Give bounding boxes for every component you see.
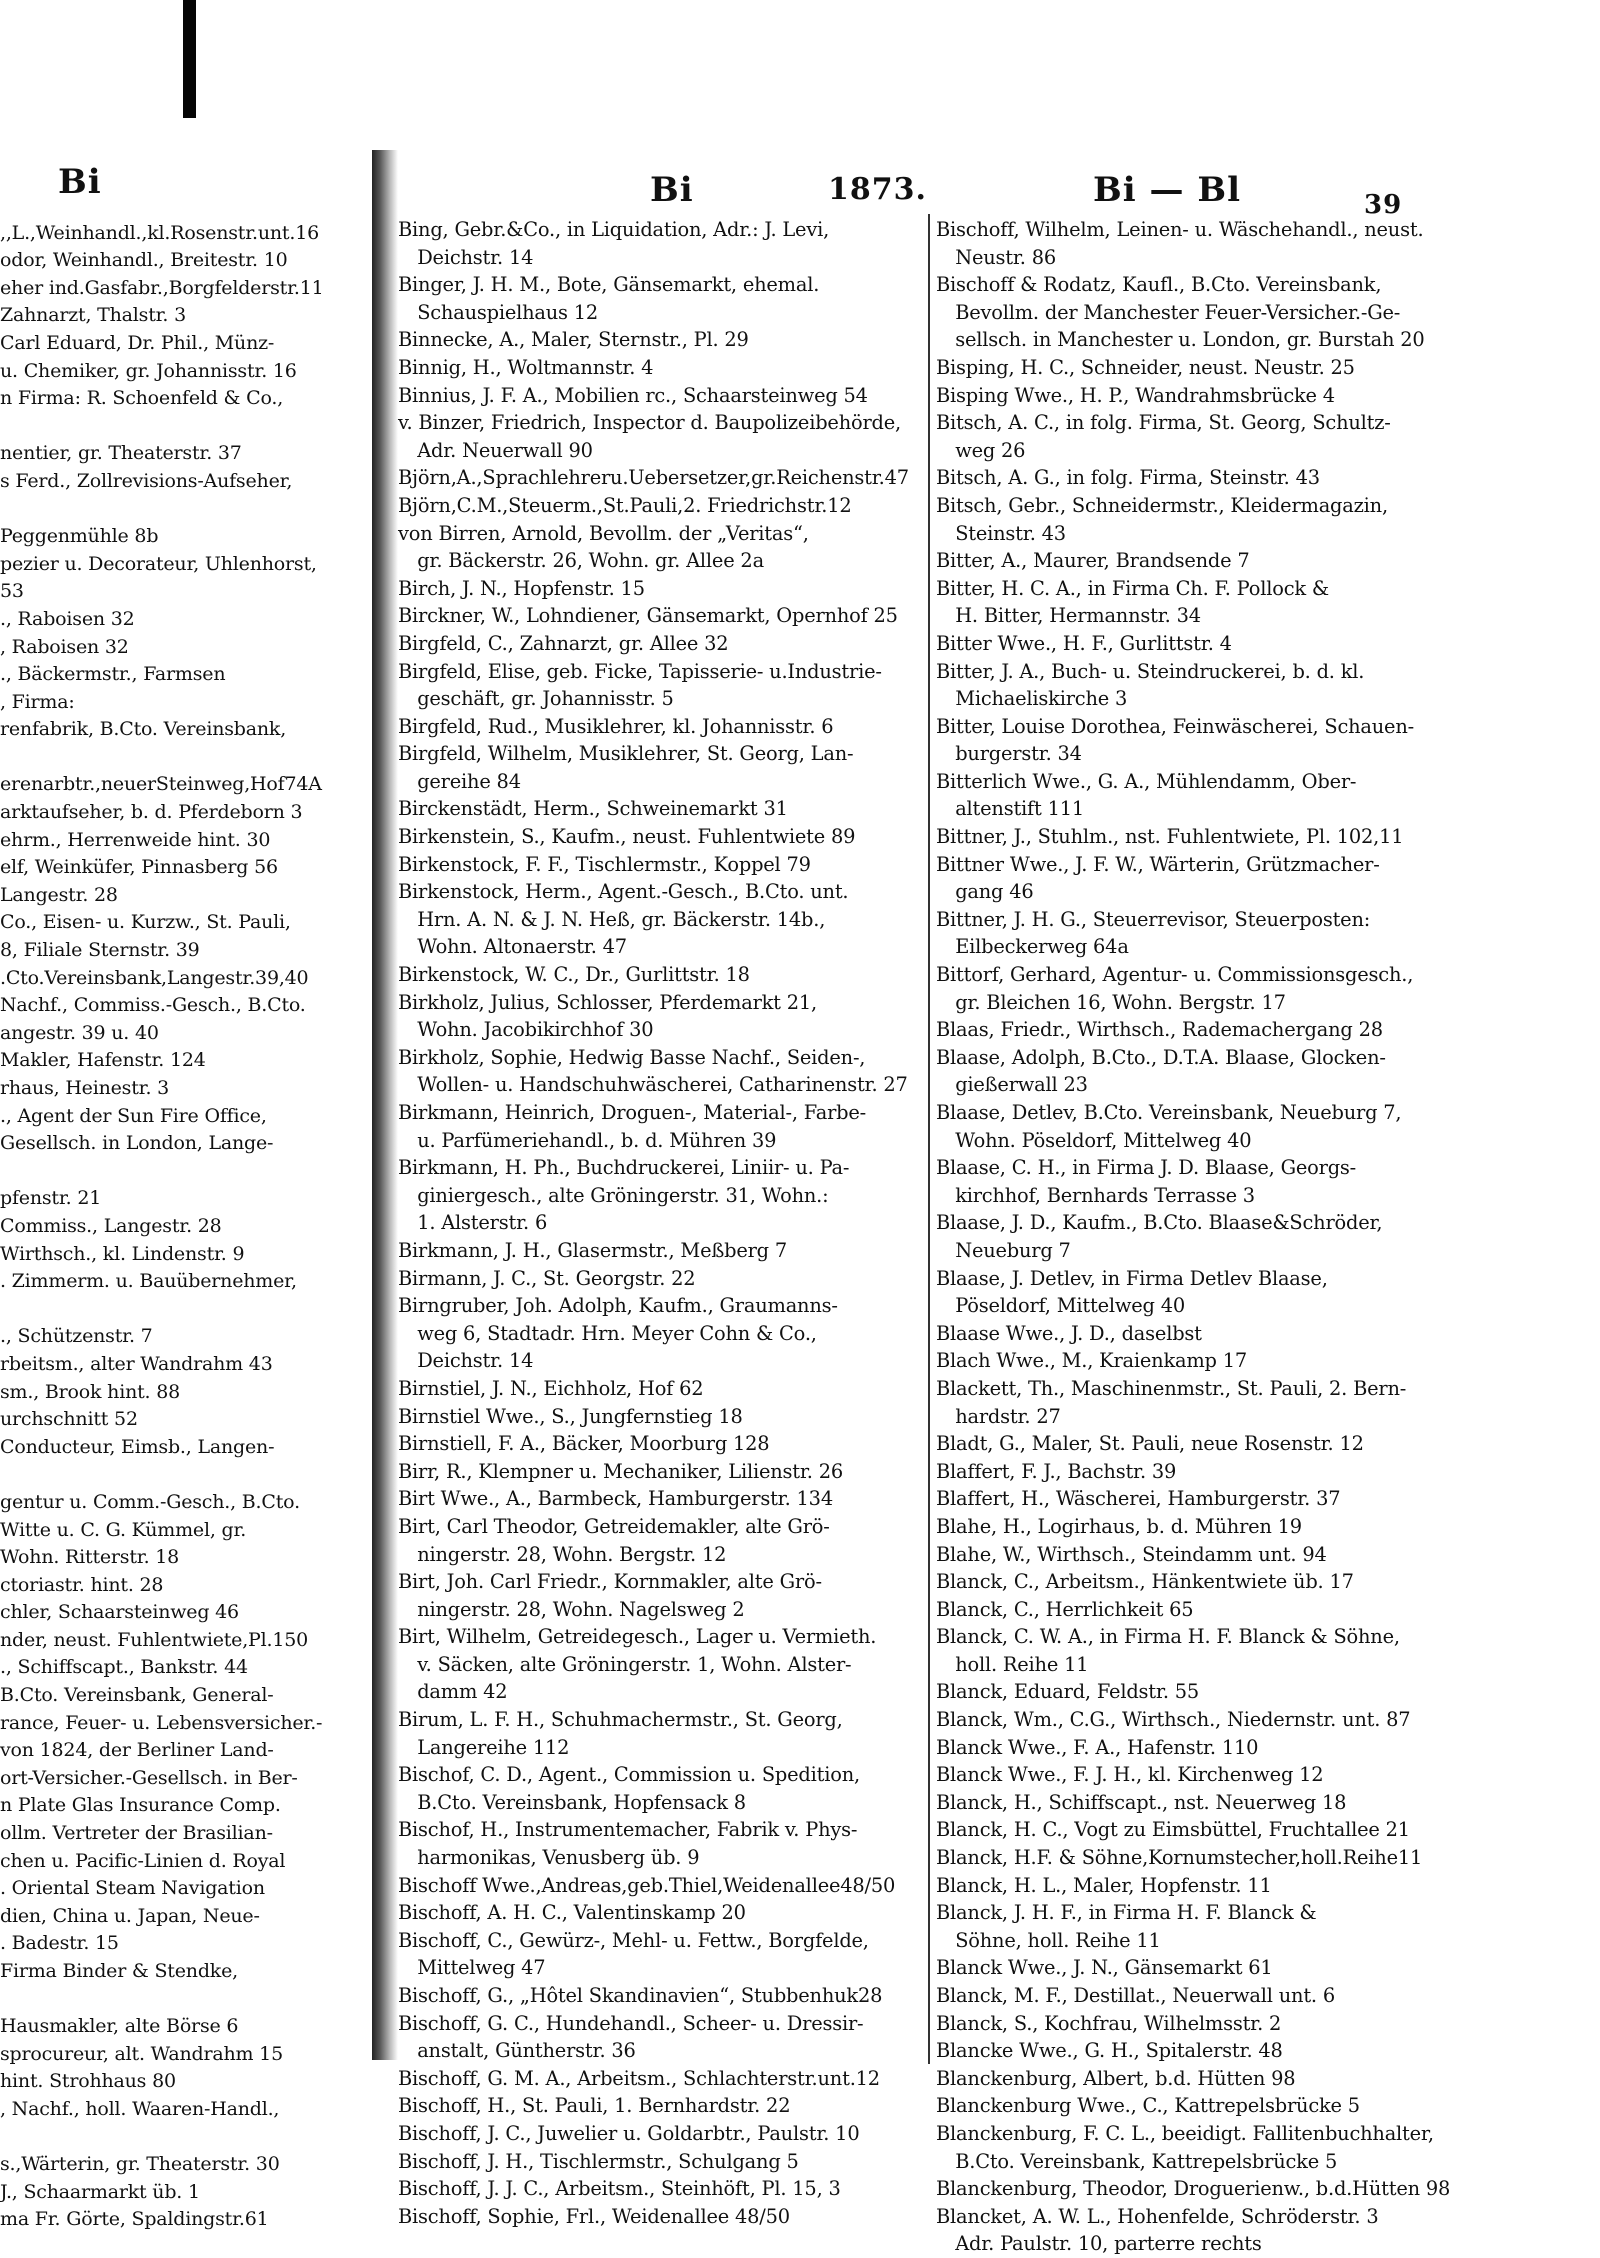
left-page-line: ., Agent der Sun Fire Office, [0,1104,267,1127]
left-page-line: Wohn. Ritterstr. 18 [0,1546,180,1569]
binding-spine [183,0,196,118]
left-page-line: Gesellsch. in London, Lange- [0,1132,274,1155]
directory-entry-line: Bischoff Wwe.,Andreas,geb.Thiel,Weidenallee48/50 [398,1873,896,1897]
left-page-line: Conducteur, Eimsb., Langen- [0,1435,275,1458]
directory-entry-line: Birt Wwe., A., Barmbeck, Hamburgerstr. 134 [398,1487,833,1511]
directory-entry-line: Birngruber, Joh. Adolph, Kaufm., Graumanns- [398,1294,838,1318]
directory-entry-line: Birkmann, J. H., Glasermstr., Meßberg 7 [398,1238,787,1262]
left-page-line: ma Fr. Görte, Spaldingstr.61 [0,2208,269,2231]
directory-entry-line: gießerwall 23 [936,1073,1088,1097]
directory-entry-line: Blanckenburg, F. C. L., beeidigt. Fallitenbuchhalter, [936,2121,1434,2145]
directory-entry-line: Schauspielhaus 12 [398,300,599,324]
left-page-line: chler, Schaarsteinweg 46 [0,1601,239,1624]
left-page-line: arktaufseher, b. d. Pferdeborn 3 [0,801,303,824]
left-page-line: dien, China u. Japan, Neue- [0,1904,260,1927]
directory-entry-line: Bischoff, A. H. C., Valentinskamp 20 [398,1901,746,1925]
directory-entry-line: Neustr. 86 [936,245,1057,269]
directory-entry-line: Adr. Neuerwall 90 [398,438,593,462]
directory-entry-line: Deichstr. 14 [398,1349,534,1373]
left-page-line: Makler, Hafenstr. 124 [0,1049,206,1072]
left-page-line: J., Schaarmarkt üb. 1 [0,2180,200,2203]
left-page-line: ., Schiffscapt., Bankstr. 44 [0,1656,248,1679]
page-gutter [372,150,398,2060]
directory-entry-line: Blackett, Th., Maschinenmstr., St. Pauli, 2. Bern- [936,1376,1407,1400]
directory-entry-line: Michaeliskirche 3 [936,687,1128,711]
directory-entry-line: Blaase, Adolph, B.Cto., D.T.A. Blaase, Glocken- [936,1045,1386,1069]
left-page-line: renfabrik, B.Cto. Vereinsbank, [0,718,287,741]
left-page-line: 53 [0,580,24,603]
left-page-line: ollm. Vertreter der Brasilian- [0,1822,273,1845]
left-page-line: ctoriastr. hint. 28 [0,1573,164,1596]
directory-entry-line: Neueburg 7 [936,1238,1071,1262]
directory-entry-line: Birkholz, Sophie, Hedwig Basse Nachf., Seiden-, [398,1045,866,1069]
directory-entry-line: Blaase, Detlev, B.Cto. Vereinsbank, Neueburg 7, [936,1101,1402,1124]
directory-entry-line: Bischoff, Wilhelm, Leinen- u. Wäschehandl., neust. [936,218,1424,241]
column-divider [928,214,930,2064]
directory-entry-line: Bitter, H. C. A., in Firma Ch. F. Pollock & [936,576,1329,600]
left-page-line: n Plate Glas Insurance Comp. [0,1794,281,1817]
left-page-line: . Oriental Steam Navigation [0,1877,265,1900]
left-page-line: . Zimmerm. u. Bauübernehmer, [0,1270,297,1293]
directory-entry-line: Blahe, H., Logirhaus, b. d. Mühren 19 [936,1514,1302,1538]
directory-entry-line: Blanck, H. L., Maler, Hopfenstr. 11 [936,1873,1272,1897]
directory-entry-line: Eilbeckerweg 64a [936,935,1129,959]
left-page-line: von 1824, der Berliner Land- [0,1739,274,1762]
directory-entry-line: v. Säcken, alte Gröningerstr. 1, Wohn. Alster- [398,1652,852,1676]
directory-entry-line: Blanck, J. H. F., in Firma H. F. Blanck & [936,1901,1317,1925]
left-page-line [0,1296,372,1324]
left-page-line: ort-Versicher.-Gesellsch. in Ber- [0,1766,298,1789]
left-page-line: Carl Eduard, Dr. Phil., Münz- [0,331,275,354]
left-page-line: nentier, gr. Theaterstr. 37 [0,442,242,465]
left-page-line: ,,L.,Weinhandl.,kl.Rosenstr.unt.16 [0,221,319,244]
directory-entry-line: u. Parfümeriehandl., b. d. Mühren 39 [398,1128,777,1152]
directory-entry-line: Bischoff, G., „Hôtel Skandinavien“, Stubbenhuk28 [398,1984,883,2007]
left-page-line: Peggenmühle 8b [0,525,159,548]
left-page-line: pfenstr. 21 [0,1187,102,1210]
directory-entry-line: Björn,C.M.,Steuerm.,St.Pauli,2. Friedrichstr.12 [398,493,852,517]
directory-entry-line: Bischoff, J. C., Juwelier u. Goldarbtr., Paulstr. 10 [398,2121,860,2145]
directory-entry-line: ningerstr. 28, Wohn. Nagelsweg 2 [398,1597,745,1621]
directory-entry-line: Blanck, H. C., Vogt zu Eimsbüttel, Fruchtallee 21 [936,1818,1410,1842]
left-page-line: urchschnitt 52 [0,1408,138,1431]
left-page-line: Zahnarzt, Thalstr. 3 [0,304,187,327]
directory-entry-line: burgerstr. 34 [936,742,1082,766]
directory-entry-line: Blaffert, F. J., Bachstr. 39 [936,1459,1177,1483]
directory-entry-line: Birum, L. F. H., Schuhmachermstr., St. Georg, [398,1708,843,1732]
left-page-line [0,1461,372,1489]
directory-entry-line: B.Cto. Vereinsbank, Hopfensack 8 [398,1790,746,1814]
left-page-line: chen u. Pacific-Linien d. Royal [0,1849,286,1872]
directory-entry-line: gr. Bäckerstr. 26, Wohn. gr. Allee 2a [398,549,764,573]
directory-entry-line: Mittelweg 47 [398,1956,546,1980]
directory-entry-line: Blanck Wwe., F. J. H., kl. Kirchenweg 12 [936,1763,1324,1787]
left-page-line: nder, neust. Fuhlentwiete,Pl.150 [0,1628,309,1651]
directory-entry-line: Birnstiell, F. A., Bäcker, Moorburg 128 [398,1432,770,1456]
directory-entry-line: Blanck, H.F. & Söhne,Kornumstecher,holl.Reihe11 [936,1846,1423,1870]
directory-entry-line: Bisping Wwe., H. P., Wandrahmsbrücke 4 [936,383,1335,407]
directory-entry-line: Bischoff, J. H., Tischlermstr., Schulgang 5 [398,2149,799,2173]
directory-entry-line: Langereihe 112 [398,1735,570,1759]
directory-entry-line: geschäft, gr. Johannisstr. 5 [398,687,674,711]
left-page-line: gentur u. Comm.-Gesch., B.Cto. [0,1490,300,1513]
directory-entry-line: anstalt, Güntherstr. 36 [398,2039,636,2063]
directory-entry-line: Binnig, H., Woltmannstr. 4 [398,355,654,379]
directory-entry-line: Bitter Wwe., H. F., Gurlittstr. 4 [936,631,1232,655]
directory-entry-line: sellsch. in Manchester u. London, gr. Burstah 20 [936,328,1425,352]
directory-entry-line: Birnstiel, J. N., Eichholz, Hof 62 [398,1376,704,1400]
directory-entry-line: Blach Wwe., M., Kraienkamp 17 [936,1349,1247,1373]
directory-entry-line: Blanck, C., Arbeitsm., Hänkentwiete üb. 17 [936,1570,1354,1594]
left-page-line: Co., Eisen- u. Kurzw., St. Pauli, [0,911,291,934]
directory-entry-line: Blaas, Friedr., Wirthsch., Rademachergang 28 [936,1018,1383,1042]
directory-entry-line: Blaffert, H., Wäscherei, Hamburgerstr. 37 [936,1487,1341,1511]
left-page-line: , Nachf., holl. Waaren-Handl., [0,2097,280,2120]
left-page-line: Firma Binder & Stendke, [0,1960,238,1982]
right-page-header-left: Bi [650,170,694,210]
directory-entry-line: 1. Alsterstr. 6 [398,1211,548,1235]
directory-entry-line: Wohn. Altonaerstr. 47 [398,935,627,959]
directory-entry-line: Hrn. A. N. & J. N. Heß, gr. Bäckerstr. 14b., [398,907,826,931]
directory-entry-line: Birt, Carl Theodor, Getreidemakler, alte Grö- [398,1514,830,1538]
directory-entry-line: Bitsch, Gebr., Schneidermstr., Kleidermagazin, [936,493,1388,517]
left-page-line: rbeitsm., alter Wandrahm 43 [0,1352,273,1375]
left-page-line: Nachf., Commiss.-Gesch., B.Cto. [0,994,306,1017]
directory-entry-line: Birt, Joh. Carl Friedr., Kornmakler, alte Grö- [398,1570,822,1594]
directory-entry-line: Bischoff, G. M. A., Arbeitsm., Schlachterstr.unt.12 [398,2066,880,2090]
left-page-line: s Ferd., Zollrevisions-Aufseher, [0,469,293,492]
directory-entry-line: Birckenstädt, Herm., Schweinemarkt 31 [398,797,788,821]
year-header: 1873. [828,172,927,207]
left-page-line: erenarbtr.,neuerSteinweg,Hof74A [0,773,322,796]
directory-entry-line: ningerstr. 28, Wohn. Bergstr. 12 [398,1542,727,1566]
directory-entry-line: Birmann, J. C., St. Georgstr. 22 [398,1266,696,1290]
directory-entry-line: Blaase, J. Detlev, in Firma Detlev Blaase, [936,1266,1328,1290]
directory-entry-line: Bitter, J. A., Buch- u. Steindruckerei, b. d. kl. [936,659,1365,683]
left-page-column [0,192,372,2234]
left-page-line: Commiss., Langestr. 28 [0,1214,222,1237]
directory-entry-line: Birch, J. N., Hopfenstr. 15 [398,576,645,600]
directory-entry-line: Birkenstock, F. F., Tischlermstr., Koppel 79 [398,852,811,876]
directory-entry-line: Birnstiel Wwe., S., Jungfernstieg 18 [398,1404,743,1428]
directory-entry-line: Birckner, W., Lohndiener, Gänsemarkt, Opernhof 25 [398,604,898,628]
directory-entry-line: Bischoff & Rodatz, Kaufl., B.Cto. Vereinsbank, [936,273,1382,297]
left-page-line: hint. Strohhaus 80 [0,2070,176,2093]
directory-entry-line: altenstift 111 [936,797,1084,821]
directory-entry-line: Blaase, J. D., Kaufm., B.Cto. Blaase&Schröder, [936,1211,1383,1235]
left-page [0,150,372,2231]
directory-entry-line: Blanck Wwe., J. N., Gänsemarkt 61 [936,1956,1273,1980]
directory-entry-line: Blanckenburg, Theodor, Droguerienw., b.d.Hütten 98 [936,2177,1451,2201]
left-page-line: s.,Wärterin, gr. Theaterstr. 30 [0,2153,280,2176]
directory-entry-line: Bischoff, C., Gewürz-, Mehl- u. Fettw., Borgfelde, [398,1928,869,1952]
directory-entry-line: Birkholz, Julius, Schlosser, Pferdemarkt 21, [398,990,817,1014]
directory-entry-line: gereihe 84 [398,769,521,793]
directory-entry-line: B.Cto. Vereinsbank, Kattrepelsbrücke 5 [936,2149,1338,2173]
directory-entry-line: Blanck, C. W. A., in Firma H. F. Blanck & Söhne, [936,1625,1400,1649]
directory-entry-line: Bittorf, Gerhard, Agentur- u. Commissionsgesch., [936,963,1414,987]
directory-entry-line: Blanck, C., Herrlichkeit 65 [936,1597,1194,1621]
directory-entry-line: Björn,A.,Sprachlehreru.Uebersetzer,gr.Reichenstr.47 [398,466,909,490]
directory-entry-line: Blahe, W., Wirthsch., Steindamm unt. 94 [936,1542,1327,1566]
directory-entry-line: Steinstr. 43 [936,521,1066,545]
directory-entry-line: Blanckenburg, Albert, b.d. Hütten 98 [936,2066,1296,2090]
directory-entry-line: Blanck, Wm., C.G., Wirthsch., Niedernstr. unt. 87 [936,1708,1411,1732]
directory-entry-line: hardstr. 27 [936,1404,1061,1428]
left-page-line: B.Cto. Vereinsbank, General- [0,1684,274,1707]
directory-entry-line: Blaase, C. H., in Firma J. D. Blaase, Georgs- [936,1156,1357,1180]
directory-entry-line: Blaase Wwe., J. D., daselbst [936,1321,1202,1345]
directory-entry-line: Bitsch, A. G., in folg. Firma, Steinstr. 43 [936,466,1320,490]
directory-entry-line: Birgfeld, Elise, geb. Ficke, Tapisserie- u.Industrie- [398,659,882,683]
directory-entry-line: Bitsch, A. C., in folg. Firma, St. Georg, Schultz- [936,411,1391,435]
directory-entry-line: damm 42 [398,1680,508,1704]
left-page-line: ., Raboisen 32 [0,607,135,630]
left-page-line: pezier u. Decorateur, Uhlenhorst, [0,552,317,575]
left-page-line: , Firma: [0,690,75,713]
left-page-line: , Raboisen 32 [0,635,129,658]
directory-entry-line: Bischof, H., Instrumentemacher, Fabrik v. Phys- [398,1818,858,1842]
directory-entry-line: Birr, R., Klempner u. Mechaniker, Lilienstr. 26 [398,1459,843,1483]
directory-entry-line: Binnius, J. F. A., Mobilien rc., Schaarsteinweg 54 [398,383,868,407]
directory-entry-line: Bitter, Louise Dorothea, Feinwäscherei, Schauen- [936,714,1414,738]
directory-entry-line: Adr. Paulstr. 10, parterre rechts [936,2232,1262,2256]
directory-entry-line: Birkenstock, W. C., Dr., Gurlittstr. 18 [398,963,750,987]
left-page-line: eher ind.Gasfabr.,Borgfelderstr.11 [0,276,324,299]
left-page-line: ., Schützenstr. 7 [0,1325,153,1348]
directory-entry-line: H. Bitter, Hermannstr. 34 [936,604,1201,628]
directory-entry-line: von Birren, Arnold, Bevollm. der „Veritas“, [398,521,809,545]
left-page-line [0,1158,372,1186]
directory-entry-line: Blancke Wwe., G. H., Spitalerstr. 48 [936,2039,1283,2063]
directory-entry-line: Birkenstock, Herm., Agent.-Gesch., B.Cto. unt. [398,880,849,904]
directory-entry-line: Söhne, holl. Reihe 11 [936,1928,1161,1952]
directory-entry-line: gang 46 [936,880,1034,904]
directory-entry-line: Binger, J. H. M., Bote, Gänsemarkt, ehemal. [398,273,820,297]
left-page-line: odor, Weinhandl., Breitestr. 10 [0,249,288,272]
directory-entry-line: Bing, Gebr.&Co., in Liquidation, Adr.: J. Levi, [398,218,830,241]
directory-entry-line: Blanck, Eduard, Feldstr. 55 [936,1680,1200,1704]
directory-entry-line: Blanck, H., Schiffscapt., nst. Neuerweg 18 [936,1790,1347,1814]
directory-entry-line: gr. Bleichen 16, Wohn. Bergstr. 17 [936,990,1286,1014]
directory-entry-line: Blanck Wwe., F. A., Hafenstr. 110 [936,1735,1259,1759]
left-page-line: n Firma: R. Schoenfeld & Co., [0,387,284,410]
left-page-line: rance, Feuer- u. Lebensversicher.- [0,1711,323,1734]
left-page-line: Witte u. C. G. Kümmel, gr. [0,1518,247,1541]
left-page-line [0,413,372,441]
left-page-line [0,2124,372,2152]
directory-entry-line: weg 6, Stadtadr. Hrn. Meyer Cohn & Co., [398,1321,817,1345]
left-page-line [0,744,372,772]
left-page-line: .Cto.Vereinsbank,Langestr.39,40 [0,966,309,989]
directory-entry-line: Bischof, C. D., Agent., Commission u. Spedition, [398,1763,860,1787]
directory-entry-line: Birkenstein, S., Kaufm., neust. Fuhlentwiete 89 [398,825,856,849]
directory-entry-line: kirchhof, Bernhards Terrasse 3 [936,1183,1255,1207]
right-page [398,150,1451,2256]
left-page-header: Bi [58,162,102,202]
left-page-line: Hausmakler, alte Börse 6 [0,2015,239,2038]
directory-entry-line: Binnecke, A., Maler, Sternstr., Pl. 29 [398,328,749,352]
right-page-header-range: Bi — Bl [1093,170,1241,210]
left-page-line: Wirthsch., kl. Lindenstr. 9 [0,1242,245,1265]
directory-entry-line: Birkmann, Heinrich, Droguen-, Material-, Farbe- [398,1101,866,1124]
directory-entry-line: Birgfeld, C., Zahnarzt, gr. Allee 32 [398,631,729,655]
left-page-line [0,192,372,220]
directory-entry-line: Wohn. Jacobikirchhof 30 [398,1018,654,1042]
directory-entry-line: harmonikas, Venusberg üb. 9 [398,1846,700,1870]
directory-entry-line: Pöseldorf, Mittelweg 40 [936,1294,1185,1318]
directory-entry-line: holl. Reihe 11 [936,1652,1089,1676]
entries-column-1 [398,216,920,2230]
page-number: 39 [1364,190,1403,220]
left-page-line: ., Bäckermstr., Farmsen [0,663,226,686]
directory-entry-line: Blanck, S., Kochfrau, Wilhelmsstr. 2 [936,2011,1282,2035]
directory-entry-line: Bitterlich Wwe., G. A., Mühlendamm, Ober- [936,769,1357,793]
directory-entry-line: Birt, Wilhelm, Getreidegesch., Lager u. Vermieth. [398,1625,877,1649]
directory-entry-line: Deichstr. 14 [398,245,534,269]
left-page-line: rhaus, Heinestr. 3 [0,1077,170,1099]
directory-entry-line: Bitter, A., Maurer, Brandsende 7 [936,549,1250,573]
entries-column-2 [936,216,1451,2258]
left-page-line: ehrm., Herrenweide hint. 30 [0,828,271,851]
directory-entry-line: Bischoff, H., St. Pauli, 1. Bernhardstr. 22 [398,2094,791,2118]
directory-entry-line: Bittner, J. H. G., Steuerrevisor, Steuerposten: [936,907,1371,931]
left-page-line: Langestr. 28 [0,883,118,906]
directory-entry-line: weg 26 [936,438,1026,462]
directory-entry-line: v. Binzer, Friedrich, Inspector d. Baupolizeibehörde, [398,411,901,435]
directory-entry-line: Birkmann, H. Ph., Buchdruckerei, Liniir- u. Pa- [398,1156,850,1180]
directory-entry-line: Wollen- u. Handschuhwäscherei, Catharinenstr. 27 [398,1073,908,1097]
directory-entry-line: Bischoff, Sophie, Frl., Weidenallee 48/50 [398,2204,790,2228]
left-page-line: sm., Brook hint. 88 [0,1380,181,1403]
left-page-line: . Badestr. 15 [0,1932,119,1955]
directory-entry-line: Bladt, G., Maler, St. Pauli, neue Rosenstr. 12 [936,1432,1364,1456]
left-page-line: elf, Weinküfer, Pinnasberg 56 [0,856,278,879]
directory-entry-line: Bevollm. der Manchester Feuer-Versicher.-Ge- [936,300,1401,324]
directory-entry-line: Wohn. Pöseldorf, Mittelweg 40 [936,1128,1252,1152]
left-page-line: sprocureur, alt. Wandrahm 15 [0,2042,283,2065]
directory-entry-line: Bischoff, G. C., Hundehandl., Scheer- u. Dressir- [398,2011,864,2035]
directory-entry-line: Birgfeld, Wilhelm, Musiklehrer, St. Georg, Lan- [398,742,854,766]
directory-entry-line: Blanck, M. F., Destillat., Neuerwall unt. 6 [936,1984,1335,2007]
directory-entry-line: Blanckenburg Wwe., C., Kattrepelsbrücke 5 [936,2094,1360,2118]
directory-entry-line: giniergesch., alte Gröningerstr. 31, Wohn.: [398,1183,829,1207]
left-page-line [0,1986,372,2014]
directory-entry-line: Bisping, H. C., Schneider, neust. Neustr. 25 [936,355,1355,379]
left-page-line: angestr. 39 u. 40 [0,1021,159,1044]
directory-entry-line: Bischoff, J. J. C., Arbeitsm., Steinhöft, Pl. 15, 3 [398,2177,841,2201]
directory-entry-line: Blancket, A. W. L., Hohenfelde, Schröderstr. 3 [936,2204,1379,2228]
directory-entry-line: Birgfeld, Rud., Musiklehrer, kl. Johannisstr. 6 [398,714,834,738]
left-page-line [0,496,372,524]
directory-entry-line: Bittner Wwe., J. F. W., Wärterin, Grützmacher- [936,852,1380,876]
left-page-line: u. Chemiker, gr. Johannisstr. 16 [0,359,297,382]
left-page-line: 8, Filiale Sternstr. 39 [0,939,200,962]
directory-entry-line: Bittner, J., Stuhlm., nst. Fuhlentwiete, Pl. 102,11 [936,825,1404,849]
